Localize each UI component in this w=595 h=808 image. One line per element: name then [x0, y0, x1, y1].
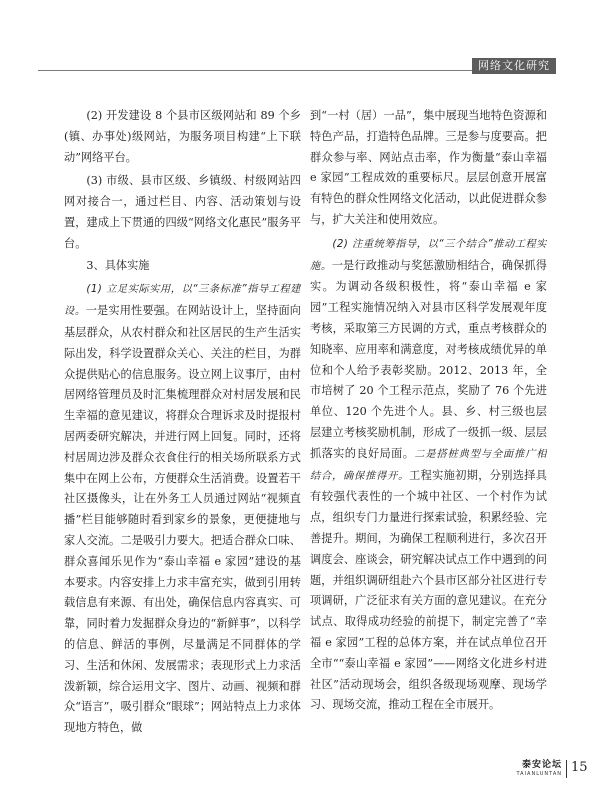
section-heading: 3、具体实施 — [86, 258, 150, 272]
paragraph — [310, 234, 547, 716]
brand-name-latin: TAIANLUNTAN — [516, 771, 562, 777]
paragraph-lead: (2) 注重统筹指导，以“三个结合”推动工程实施。 — [310, 238, 547, 272]
paragraph-body: 一是行政推动与奖惩激励相结合，确保抓得实。为调动各级积极性，将“泰山幸福 e 家园”工程实施情况纳入对县市区科学发展观年度考核，采取第三方民调的方式，重点考核群众的知晓率、应用率和满意度，对考核成绩优异的单位和个人给予表彰奖励。2012、2013 年，全市培树了 20 个工程示范点，奖励了 76 个先进单位、120 个先进个人。县、乡、村三级也层层建立考核奖励机制，形成了一级抓一级、层层抓落实的良好局面。 — [310, 258, 547, 460]
brand-name: 泰安论坛 — [521, 760, 562, 770]
paragraph: (3) 市级、县市区级、乡镇级、村级网站四网对接合一，通过栏目、内容、活动策划与设置，建成上下贯通的四级“网络文化惠民”服务平台。 — [64, 174, 301, 250]
paragraph — [64, 279, 301, 739]
left-column — [64, 106, 301, 758]
footer-divider — [566, 760, 567, 778]
page-number: 15 — [571, 760, 588, 775]
footer-brand — [498, 760, 562, 778]
right-column — [310, 106, 547, 758]
section-label: 网络文化研究 — [472, 58, 556, 74]
paragraph-body: 工程实施初期，分别选择具有较强代表性的一个城中社区、一个村作为试点，组织专门力量进行探索试验，积累经验、完善提升。期间，为确保工程顺利进行，多次召开调度会、座谈会，研究解决试点工作中遇到的问题，并组织调研组赴六个县市区部分社区进行专项调研，广泛征求有关方面的意见建议。在充分试点、取得成功经验的前提下，制定完善了“幸福 e 家园”工程的总体方案，并在试点单位召开全市““泰山幸福 e 家园”——网络文化进乡村进社区”活动现场会，组织各级现场观摩、现场学习、现场交流，推动工程在全市展开。 — [310, 468, 547, 712]
paragraph: 到“一村（居）一品”，集中展现当地特色资源和特色产品，打造特色品牌。三是参与度要高。把群众参与率、网站点击率，作为衡量“泰山幸福 e 家园”工程成效的重要标尺。层层创意开展富有特色的群众性网络文化活动，以此促进群众参与，扩大关注和使用效应。 — [310, 109, 547, 226]
paragraph-lead: 二是搭桩典型与全面推广相结合，确保推得开。 — [310, 448, 547, 482]
paragraph-body: 一是实用性要强。在网站设计上，坚持面向基层群众，从农村群众和社区居民的生产生活实际出发，科学设置群众关心、关注的栏目，为群众提供贴心的信息服务。设立网上议事厅，由村居网络管理员及时汇集梳理群众对村居发展和民生幸福的意见建议，将群众合理诉求及时提报村居两委研究解决，并进行网上回复。同时，还将村居周边涉及群众衣食住行的相关场所联系方式集中在网上公布，方便群众生活消费。设置若干社区摄像头，让在外务工人员通过网站“视频直播”栏目能够随时看到家乡的景象，更便捷地与家人交流。二是吸引力要大。把适合群众口味、群众喜闻乐见作为“泰山幸福 e 家园”建设的基本要求。内容安排上力求丰富充实，做到引用转载信息有来源、有出处，确保信息内容真实、可靠，同时着力发掘群众身边的“新鲜事”，以科学的信息、鲜活的事例，尽量满足不同群体的学习、生活和休闲、发展需求；表现形式上力求活泼新颖，综合运用文字、图片、动画、视频和群众“语言”，吸引群众“眼球”；网站特点上力求体现地方特色，做 — [64, 304, 301, 735]
paragraph: (2) 开发建设 8 个县市区级网站和 89 个乡(镇、办事处)级网站，为服务项目构建“上下联动”网络平台。 — [64, 109, 301, 164]
paragraph-lead: (1) 立足实际实用，以“三条标准”指导工程建设。 — [64, 284, 301, 318]
